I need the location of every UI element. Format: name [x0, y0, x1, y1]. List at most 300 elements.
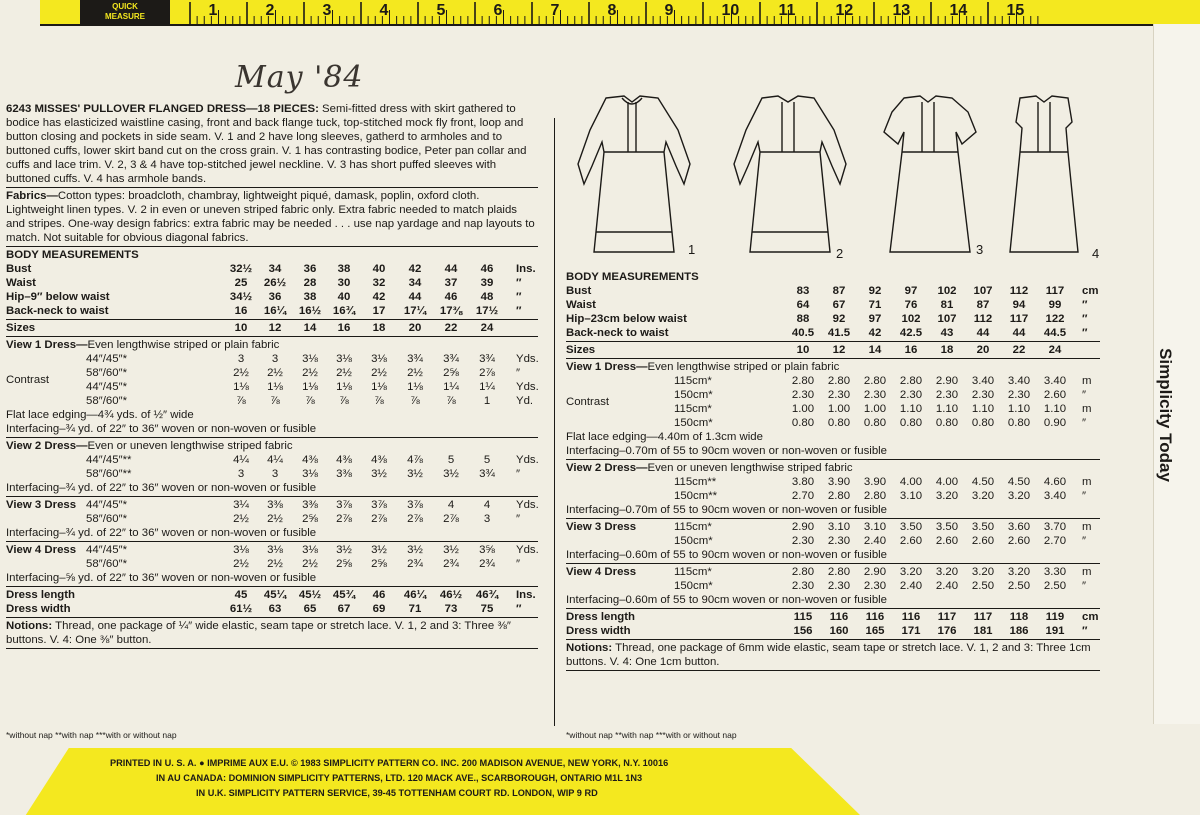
row-value: 63	[268, 603, 282, 615]
row-label: 150cm*	[674, 389, 713, 401]
section-rule	[566, 670, 1100, 671]
row-value: 34½	[229, 291, 253, 303]
ruler-number: 3	[322, 2, 332, 19]
row-label: 150cm*	[674, 417, 713, 429]
view-number-3: 3	[976, 242, 984, 257]
row-value: 1.10	[1043, 403, 1067, 415]
row-unit: ″	[516, 513, 521, 525]
section-rule	[6, 336, 538, 337]
row-value: 1⅛	[371, 381, 387, 393]
row-value: 42	[408, 263, 422, 275]
row-value: 97	[904, 285, 918, 297]
printing-info-band	[0, 748, 1200, 815]
row-value: 115	[793, 611, 813, 623]
row-value: 2.80	[791, 566, 815, 578]
row-value: 117	[1045, 285, 1065, 297]
row-unit: cm	[1082, 285, 1099, 297]
row-value: 2.90	[863, 566, 887, 578]
row-unit: ″	[1082, 299, 1088, 311]
row-label: 150cm**	[674, 490, 718, 502]
row-value: 40.5	[791, 327, 815, 339]
row-unit: Yds.	[516, 499, 539, 511]
row-value: 2½	[267, 513, 283, 525]
row-value: 2⅝	[336, 558, 352, 570]
row-unit: Yds.	[516, 381, 539, 393]
view-3-note: Interfacing–¾ yd. of 22″ to 36″ woven or non-woven or fusible	[6, 527, 317, 539]
row-value: 2¾	[407, 558, 423, 570]
view-2-yardage-row	[6, 467, 538, 481]
row-unit: Yds.	[516, 454, 539, 466]
row-value: 2.30	[899, 389, 923, 401]
row-value: 3	[271, 353, 279, 365]
row-value: 1⅛	[267, 381, 283, 393]
row-value: 26½	[263, 277, 287, 289]
view-1-note: Flat lace edging—4¾ yds. of ½″ wide	[6, 409, 194, 421]
handwritten-date: May '84	[235, 60, 364, 95]
view-4-note: Interfacing–⅝ yd. of 22″ to 36″ woven or non-woven or fusible	[6, 572, 317, 584]
row-value: 3.80	[791, 476, 815, 488]
row-value: 1	[483, 395, 491, 407]
row-label: 44″/45″*	[86, 353, 128, 365]
ruler-number: 9	[664, 2, 674, 19]
row-value: 17¼	[403, 305, 427, 317]
row-value: 4.50	[1007, 476, 1031, 488]
row-value: 1.00	[827, 403, 851, 415]
view-4-yardage-row	[566, 565, 1100, 579]
row-value: 112	[1009, 285, 1029, 297]
section-rule	[566, 563, 1100, 564]
row-value: 5	[447, 454, 455, 466]
row-value: 4	[483, 499, 491, 511]
row-value: 42.5	[899, 327, 923, 339]
row-value: 2½	[302, 558, 318, 570]
row-value: 2.70	[1043, 535, 1067, 547]
row-value: 0.80	[863, 417, 887, 429]
row-value: 3¾	[479, 353, 495, 365]
section-rule	[6, 648, 538, 649]
row-value: 94	[1012, 299, 1026, 311]
row-value: 2½	[267, 367, 283, 379]
row-unit: ″	[1082, 490, 1087, 502]
row-value: 3.90	[863, 476, 887, 488]
imperial-column	[6, 102, 538, 650]
row-value: 2½	[233, 367, 249, 379]
view-2-yardage-row	[6, 453, 538, 467]
row-value: 1¼	[443, 381, 459, 393]
row-value: 107	[937, 313, 957, 325]
row-value: 3.20	[1007, 490, 1031, 502]
row-value: 3⅜	[267, 499, 283, 511]
dress-width-row	[6, 602, 538, 616]
row-value: 46¾	[475, 589, 499, 601]
row-label: 150cm*	[674, 535, 713, 547]
row-value: 37	[444, 277, 458, 289]
dress-length-row	[566, 610, 1100, 624]
row-value: 2⅞	[371, 513, 387, 525]
row-unit: Ins.	[516, 263, 536, 275]
row-label: Bust	[566, 285, 592, 297]
row-value: 4¼	[233, 454, 249, 466]
row-value: 0.80	[899, 417, 923, 429]
row-unit: ″	[1082, 327, 1088, 339]
row-value: 2⅞	[407, 513, 423, 525]
sizes-row	[566, 343, 1100, 357]
printed-line-canada: IN AU CANADA: DOMINION SIMPLICITY PATTERNS, LTD. 120 MACK AVE., SCARBOROUGH, ONTARIO M1L 1N3	[156, 773, 643, 783]
row-value: 176	[937, 625, 957, 637]
row-label: 58″/60″**	[86, 468, 132, 480]
row-value: 40	[337, 291, 351, 303]
ruler-number: 2	[265, 2, 275, 19]
row-value: 102	[901, 313, 921, 325]
row-value: 2.40	[863, 535, 887, 547]
row-value: 3⅜	[336, 468, 352, 480]
row-value: 3.20	[935, 566, 959, 578]
row-value: 45¼	[263, 589, 287, 601]
row-value: 44	[976, 327, 990, 339]
row-value: 17	[372, 305, 386, 317]
row-value: 160	[829, 625, 849, 637]
row-value: 2.90	[791, 521, 815, 533]
ruler-number: 10	[721, 2, 740, 19]
row-value: 46½	[439, 589, 463, 601]
row-value: 2.30	[827, 389, 851, 401]
row-value: 3.10	[863, 521, 887, 533]
row-value: 73	[444, 603, 458, 615]
view-2-yardage-row	[566, 475, 1100, 489]
row-value: 3⅛	[302, 468, 318, 480]
ruler-number: 15	[1006, 2, 1025, 19]
row-value: 2.40	[899, 580, 923, 592]
row-value: 112	[973, 313, 993, 325]
row-value: 2¾	[443, 558, 459, 570]
row-unit: Ins.	[516, 589, 536, 601]
row-value: 116	[865, 611, 885, 623]
row-value: 45½	[298, 589, 322, 601]
row-value: 24	[480, 322, 494, 334]
row-value: 1.10	[1007, 403, 1031, 415]
ruler-number: 6	[493, 2, 503, 19]
ruler-number: 5	[436, 2, 446, 19]
row-value: 2⅝	[371, 558, 387, 570]
row-value: 3.90	[827, 476, 851, 488]
row-value: 2.60	[1043, 389, 1067, 401]
row-value: 4⅞	[407, 454, 423, 466]
row-label: 44″/45″*	[86, 499, 128, 511]
row-value: 1.10	[971, 403, 995, 415]
metric-column	[566, 270, 1100, 672]
notions: Notions: Thread, one package of ¼″ wide elastic, seam tape or stretch lace. V. 1, 2 and 3: Three ⅜″ buttons. V. 4: One ⅜″ button.	[6, 620, 511, 646]
row-value: 2.30	[791, 389, 815, 401]
view-2-heading: View 2 Dress—Even or uneven lengthwise striped fabric	[6, 440, 293, 452]
row-value: 2⅝	[443, 367, 459, 379]
row-value: 46¼	[403, 589, 427, 601]
view-2-yardage-row	[566, 489, 1100, 503]
row-value: 3.60	[1007, 521, 1031, 533]
row-unit: m	[1082, 566, 1092, 578]
row-value: 2.30	[1007, 389, 1031, 401]
row-value: 2.80	[827, 566, 851, 578]
row-value: 44	[444, 263, 458, 275]
row-value: 97	[868, 313, 882, 325]
row-value: 16¾	[332, 305, 356, 317]
row-value: 2.80	[899, 375, 923, 387]
row-value: 18	[372, 322, 386, 334]
row-label: Waist	[6, 277, 36, 289]
row-value: 3.70	[1043, 521, 1067, 533]
row-value: 45	[234, 589, 248, 601]
row-label: Dress width	[566, 625, 631, 637]
row-value: 2.60	[1007, 535, 1031, 547]
row-value: 41.5	[827, 327, 851, 339]
dress-length-row	[6, 588, 538, 602]
row-value: 171	[901, 625, 921, 637]
view-1-yardage-row	[566, 374, 1100, 388]
ruler-number: 7	[550, 2, 560, 19]
row-value: 83	[796, 285, 810, 297]
row-value: 81	[940, 299, 954, 311]
row-label: Hip–9″ below waist	[6, 291, 110, 303]
row-value: 3⅞	[371, 499, 387, 511]
view-1-heading: View 1 Dress—Even lengthwise striped or plain fabric	[566, 361, 840, 373]
row-value: 3¾	[479, 468, 495, 480]
row-value: 119	[1045, 611, 1065, 623]
view-3-yardage-row	[6, 512, 538, 526]
fabrics-description: Fabrics—Cotton types: broadcloth, chambray, lightweight piqué, damask, poplin, oxford cloth. Lightweight linen types. V. 2 in even or uneven striped fabric only. Extra fabric needed to match plaids and stripes. One-way design fabrics: extra fabric may be needed . . . use nap yardage and nap layouts to match. Not suitable for obvious diagonal fabrics.	[6, 190, 535, 244]
row-value: 5	[483, 454, 491, 466]
view-2-heading: View 2 Dress—Even or uneven lengthwise striped fabric	[566, 462, 853, 474]
row-value: 36	[268, 291, 282, 303]
nap-footnote-metric: *without nap **with nap ***with or without nap	[566, 730, 737, 740]
row-value: 16	[234, 305, 248, 317]
row-value: 12	[268, 322, 282, 334]
row-unit: ″	[516, 367, 521, 379]
row-value: 32½	[229, 263, 253, 275]
row-value: 1⅛	[336, 381, 352, 393]
view-3-heading: View 3 Dress	[6, 499, 77, 511]
row-value: 2½	[233, 513, 249, 525]
view-3-yardage-row	[566, 534, 1100, 548]
row-value: 107	[973, 285, 993, 297]
view-3-note: Interfacing–0.60m of 55 to 90cm woven or non-woven or fusible	[566, 549, 888, 561]
row-value: 3.30	[1043, 566, 1067, 578]
row-value: 2.80	[827, 490, 851, 502]
row-value: 87	[832, 285, 846, 297]
row-label: 115cm*	[674, 566, 712, 578]
row-value: 3½	[371, 468, 387, 480]
row-value: 3½	[407, 544, 423, 556]
row-value: 4	[447, 499, 455, 511]
view-1-note: Flat lace edging—4.40m of 1.3cm wide	[566, 431, 763, 443]
row-value: 3.40	[1043, 490, 1067, 502]
view-2-note: Interfacing–¾ yd. of 22″ to 36″ woven or non-woven or fusible	[6, 482, 317, 494]
row-value: 17½	[475, 305, 499, 317]
view-4-yardage-row	[6, 557, 538, 571]
row-value: 4.00	[935, 476, 959, 488]
row-value: 3½	[443, 544, 459, 556]
row-value: ⅞	[305, 395, 315, 407]
row-value: 3⅛	[302, 544, 318, 556]
row-unit: cm	[1082, 611, 1099, 623]
view-4-yardage-row	[566, 579, 1100, 593]
body-measurements-heading: BODY MEASUREMENTS	[566, 271, 699, 283]
row-value: 191	[1045, 625, 1065, 637]
view-4-heading: View 4 Dress	[6, 544, 77, 556]
section-rule	[566, 459, 1100, 460]
row-value: 2½	[267, 558, 283, 570]
column-divider	[554, 118, 555, 726]
row-value: 38	[337, 263, 351, 275]
row-value: 3	[237, 353, 245, 365]
section-rule	[6, 319, 538, 320]
row-value: 2.50	[971, 580, 995, 592]
row-value: 4.50	[971, 476, 995, 488]
contrast-yardage-row	[566, 416, 1100, 430]
row-value: 102	[937, 285, 957, 297]
row-unit: Yd.	[516, 395, 534, 407]
row-value: 10	[234, 322, 248, 334]
row-value: 69	[372, 603, 386, 615]
row-unit: ″	[516, 277, 522, 289]
view-1-yardage-row	[6, 352, 538, 366]
row-value: 3.50	[899, 521, 923, 533]
row-value: 88	[796, 313, 810, 325]
view-3-heading: View 3 Dress	[566, 521, 637, 533]
row-label: Dress length	[566, 611, 635, 623]
row-value: 3.40	[1043, 375, 1067, 387]
row-value: 3½	[443, 468, 459, 480]
section-rule	[6, 586, 538, 587]
ruler-number: 4	[379, 2, 389, 19]
view-4-note: Interfacing–0.60m of 55 to 90cm woven or non-woven or fusible	[566, 594, 888, 606]
row-value: 40	[372, 263, 386, 275]
row-unit: m	[1082, 521, 1092, 533]
row-value: 16½	[298, 305, 322, 317]
row-unit: ″	[1082, 313, 1088, 325]
row-value: 2½	[407, 367, 423, 379]
view-number-4: 4	[1092, 246, 1100, 261]
row-unit: ″	[1082, 625, 1088, 637]
row-value: 3.20	[1007, 566, 1031, 578]
pattern-description: 6243 MISSES' PULLOVER FLANGED DRESS—18 PIECES: Semi-fitted dress with skirt gathered to bodice has elasticized waistline casing, front and back flange tuck, top-stitched mock fly front, loop and button closing and pockets in side seam. V. 1 and 2 have long sleeves, gatherd to armholes and to buttoned cuffs, lower skirt band cut on the cross grain. V. 1 has contrasting bodice, Peter pan collar and cuffs and lace trim. V. 2, 3 & 4 have top-stitched jewel neckline. V. 3 has short puffed sleeves with buttoned cuffs. V. 4 has armhole bands.	[6, 103, 527, 185]
row-value: 2⅞	[443, 513, 459, 525]
row-value: 2½	[233, 558, 249, 570]
row-value: 2⅝	[302, 513, 318, 525]
body-measurement-row	[6, 290, 538, 304]
ruler-number: 12	[835, 2, 854, 19]
row-value: 2⅞	[336, 513, 352, 525]
dress-width-row	[566, 624, 1100, 638]
dress-view-1-icon	[578, 96, 690, 252]
view-4-heading: View 4 Dress	[566, 566, 637, 578]
notions: Notions: Thread, one package of 6mm wide elastic, seam tape or stretch lace. V. 1, 2 and 3: Three 1cm buttons. V. 4: One 1cm button.	[566, 642, 1091, 668]
row-value: 3⅞	[407, 499, 423, 511]
row-value: 67	[832, 299, 846, 311]
row-value: 3⅛	[336, 353, 352, 365]
row-label: 115cm**	[674, 476, 717, 488]
row-value: 1⅛	[233, 381, 249, 393]
ruler-number: 13	[892, 2, 911, 19]
view-4-yardage-row	[6, 543, 538, 557]
row-value: 48	[480, 291, 494, 303]
row-value: 0.80	[1007, 417, 1031, 429]
row-value: 3½	[336, 544, 352, 556]
row-label: Bust	[6, 263, 32, 275]
row-value: 2.60	[971, 535, 995, 547]
body-measurement-row	[566, 312, 1100, 326]
section-rule	[566, 358, 1100, 359]
row-value: 20	[408, 322, 422, 334]
row-value: 20	[976, 344, 990, 356]
row-value: 2½	[371, 367, 387, 379]
row-label: Back-neck to waist	[566, 327, 669, 339]
row-value: 16	[904, 344, 918, 356]
row-unit: ″	[516, 468, 521, 480]
row-label: 115cm*	[674, 375, 712, 387]
row-unit: ″	[516, 291, 522, 303]
brand-logo: Simplicity Today	[1156, 348, 1175, 482]
row-unit: m	[1082, 375, 1092, 387]
row-value: 46	[444, 291, 458, 303]
body-measurement-row	[566, 284, 1100, 298]
row-value: 61½	[229, 603, 253, 615]
row-value: 3	[271, 468, 279, 480]
row-value: 186	[1009, 625, 1029, 637]
contrast-yardage-row	[6, 374, 539, 394]
row-value: 76	[904, 299, 918, 311]
nap-footnote-imperial: *without nap **with nap ***with or without nap	[6, 730, 177, 740]
row-value: 64	[796, 299, 810, 311]
row-value: 3⅛	[267, 544, 283, 556]
row-value: 2.40	[935, 580, 959, 592]
section-rule	[6, 437, 538, 438]
row-value: 181	[973, 625, 993, 637]
row-value: 3½	[407, 468, 423, 480]
row-value: 3⅞	[336, 499, 352, 511]
row-value: 45¾	[332, 589, 356, 601]
dress-view-4-icon	[1010, 96, 1078, 252]
row-value: 3.20	[971, 566, 995, 578]
row-value: 44.5	[1043, 327, 1067, 339]
row-unit: ″	[1082, 417, 1087, 429]
row-value: 3⅛	[371, 353, 387, 365]
ruler-number: 14	[949, 2, 968, 19]
row-value: 24	[1048, 344, 1062, 356]
view-1-yardage-row	[566, 388, 1100, 402]
row-value: 117	[1009, 313, 1029, 325]
sizes-row	[6, 321, 538, 335]
row-value: 1⅛	[302, 381, 318, 393]
row-value: 99	[1048, 299, 1062, 311]
view-1-yardage-row	[6, 366, 538, 380]
row-value: 36	[303, 263, 317, 275]
dress-view-2-icon	[734, 96, 846, 252]
row-value: 117	[937, 611, 957, 623]
body-measurements-heading: BODY MEASUREMENTS	[6, 249, 139, 261]
view-1-note: Interfacing–¾ yd. of 22″ to 36″ woven or non-woven or fusible	[6, 423, 317, 435]
row-value: ⅞	[270, 395, 280, 407]
row-unit: ″	[516, 305, 522, 317]
quick-measure-label: QUICK MEASURE	[80, 0, 170, 24]
row-value: 3.10	[899, 490, 923, 502]
row-value: 117	[973, 611, 993, 623]
section-rule	[6, 496, 538, 497]
row-value: 0.90	[1043, 417, 1067, 429]
quick-measure-ruler	[40, 0, 1200, 26]
body-measurement-row	[6, 262, 538, 276]
row-value: 1.00	[863, 403, 887, 415]
row-value: 1.10	[935, 403, 959, 415]
row-value: 4⅜	[371, 454, 387, 466]
